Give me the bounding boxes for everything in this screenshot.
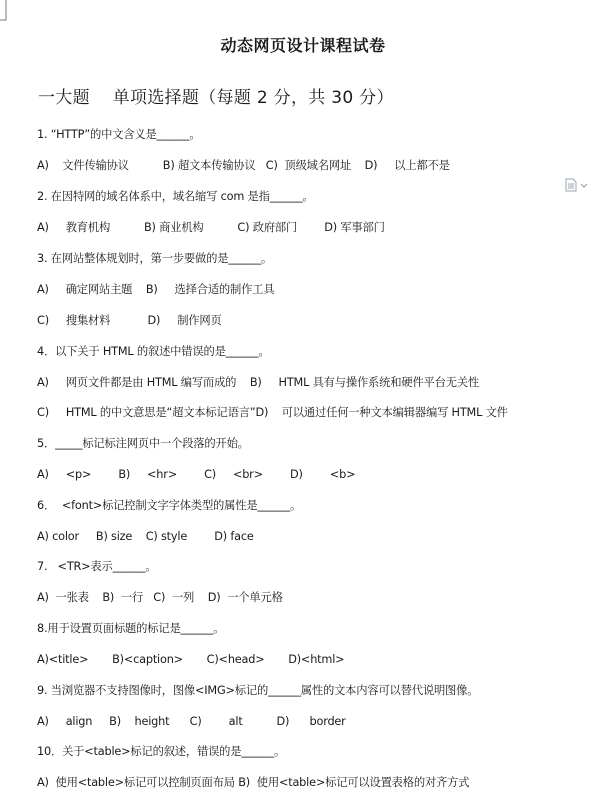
question-stem: 5．_____标记标注网页中一个段落的开始。 (37, 437, 249, 450)
question-options: A) 文件传输协议 B) 超文本传输协议 C) 顶级域名网址 D) 以上都不是 (37, 159, 450, 172)
question-options: A) color B) size C) style D) face (37, 530, 254, 543)
section-heading: 一大题 单项选择题（每题 2 分，共 30 分） (38, 88, 394, 108)
question-stem: 8.用于设置页面标题的标记是______。 (37, 622, 225, 635)
question-options: A) align B) height C) alt D) border (37, 715, 346, 728)
question-options: C) 搜集材料 D) 制作网页 (37, 314, 222, 327)
question-stem: 7. <TR>表示______。 (37, 560, 157, 573)
question-options: A)<title> B)<caption> C)<head> D)<html> (37, 653, 345, 666)
question-stem: 10．关于<table>标记的叙述，错误的是______。 (37, 745, 286, 758)
question-stem: 4．以下关于 HTML 的叙述中错误的是______。 (37, 345, 270, 358)
question-options: A) 一张表 B) 一行 C) 一列 D) 一个单元格 (37, 591, 283, 604)
question-options: C) HTML 的中文意思是“超文本标记语言”D) 可以通过任何一种文本编辑器编写 HTML 文件 (37, 406, 508, 419)
question-stem: 3. 在网站整体规划时，第一步要做的是______。 (37, 252, 273, 265)
question-options: A) <p> B) <hr> C) <br> D) <b> (37, 468, 356, 481)
question-stem: 9. 当浏览器不支持图像时，图像<IMG>标记的______属性的文本内容可以替代说明图像。 (37, 684, 479, 697)
question-stem: 6． <font>标记控制文字字体类型的属性是______。 (37, 499, 302, 512)
document-icon[interactable] (565, 178, 589, 192)
question-options: A) 使用<table>标记可以控制页面布局 B) 使用<table>标记可以设置表格的对齐方式 (37, 776, 470, 789)
question-options: A) 确定网站主题 B) 选择合适的制作工具 (37, 283, 275, 296)
page-corner-mark-icon (0, 0, 8, 22)
question-stem: 2. 在因特网的域名体系中，域名缩写 com 是指______。 (37, 190, 314, 203)
question-options: A) 网页文件都是由 HTML 编写而成的 B) HTML 具有与操作系统和硬件平台无关性 (37, 376, 480, 389)
document-title: 动态网页设计课程试卷 (220, 36, 386, 55)
question-stem: 1. “HTTP”的中文含义是______。 (37, 128, 201, 141)
question-options: A) 教育机构 B) 商业机构 C) 政府部门 D) 军事部门 (37, 221, 385, 234)
